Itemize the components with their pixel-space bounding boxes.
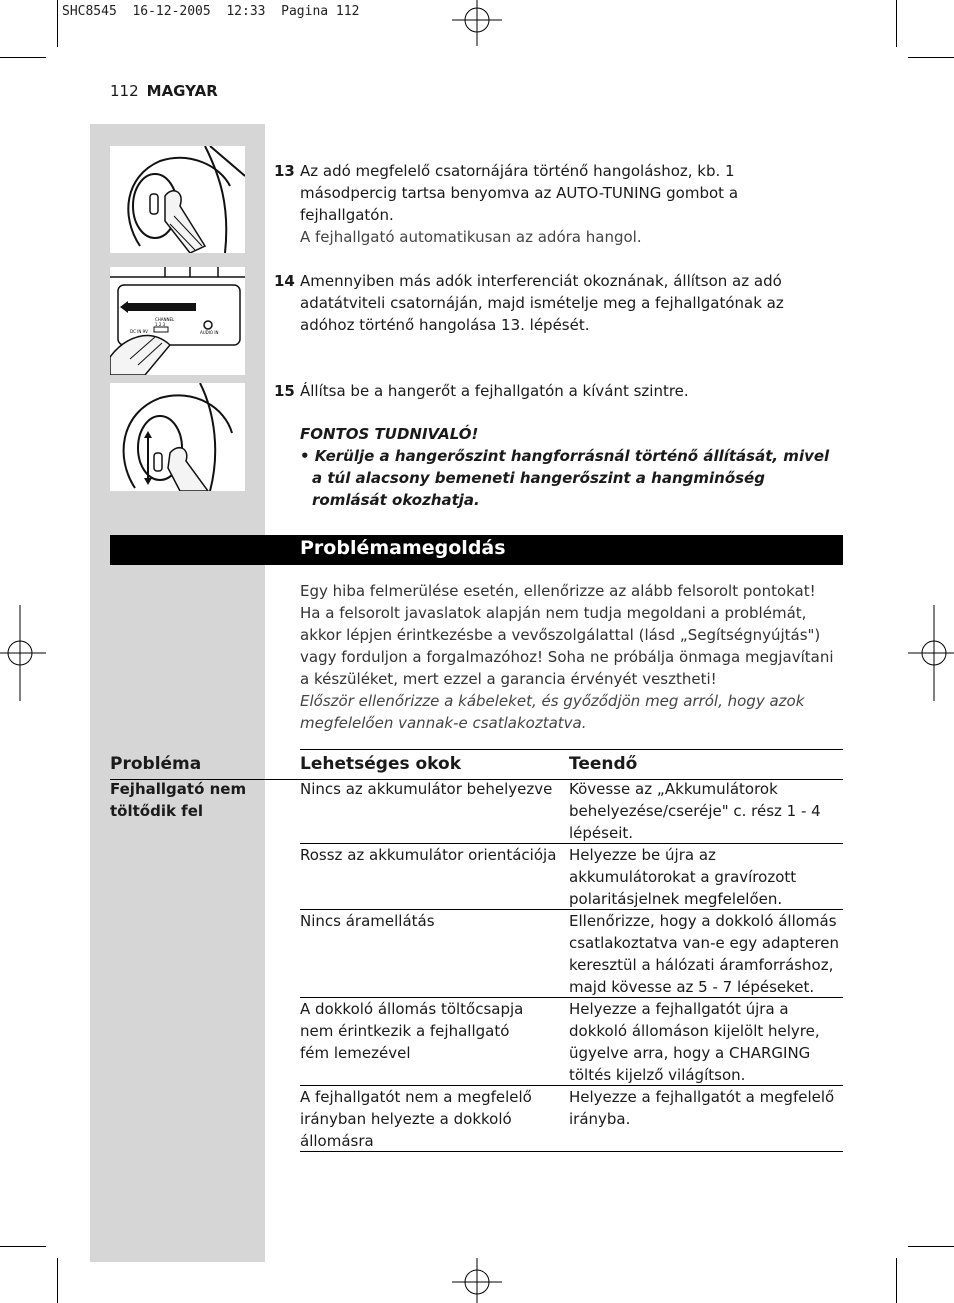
table-row-cause: Nincs áramellátás	[300, 912, 435, 930]
svg-text:DC IN 9V: DC IN 9V	[130, 329, 148, 334]
step-number: 13	[274, 162, 295, 180]
problem-label: Fejhallgató nem töltődik fel	[110, 780, 247, 820]
step-number: 14	[274, 272, 295, 290]
step-text: Amennyiben más adók interferenciát okoznának, állítson az adó adatátviteli csatornáján, majd ismételje meg a fejhallgatónak az adóhoz történő hangolása 13. lépését.	[300, 272, 784, 334]
svg-text:AUDIO IN: AUDIO IN	[200, 330, 219, 335]
page-heading	[110, 82, 218, 100]
important-notice	[300, 423, 840, 511]
page-number: 112	[110, 82, 139, 100]
troubleshooting-intro	[300, 580, 840, 734]
step-text: Állítsa be a hangerőt a fejhallgatón a kívánt szintre.	[300, 382, 689, 400]
crop-mark	[896, 1258, 897, 1303]
header-action: Teendő	[569, 754, 638, 774]
print-header: SHC8545 16-12-2005 12:33 Pagina 112	[62, 4, 360, 19]
table-top-rule	[300, 749, 843, 750]
table-row-action: Helyezze a fejhallgatót újra a dokkoló állomáson kijelölt helyre, ügyelve arra, hogy a CHARGING töltés kijelző világítson.	[569, 1000, 820, 1084]
step-15	[274, 380, 834, 402]
svg-text:1 2 3: 1 2 3	[155, 322, 166, 327]
crop-mark	[896, 0, 897, 47]
transmitter-channel-switch-illustration	[110, 267, 245, 375]
table-row-cause: Nincs az akkumulátor behelyezve	[300, 780, 553, 798]
intro-text: Egy hiba felmerülése esetén, ellenőrizze az alább felsorolt pontokat! Ha a felsorolt javaslatok alapján nem tudja megoldani a problémát, akkor lépjen érintkezésbe a vevőszolgálattal (lásd „Segítségnyújtás") vagy forduljon a forgalmazóhoz! Soha ne próbálja önmaga megjavítani a készüléket, mert ezzel a garancia érvényét vesztheti!	[300, 582, 834, 688]
section-header-bar	[110, 535, 843, 565]
crop-mark	[908, 1246, 954, 1247]
header-problem: Probléma	[110, 754, 202, 774]
table-row-action: Kövesse az „Akkumulátorok behelyezése/cseréje" c. rész 1 - 4 lépéseit.	[569, 780, 821, 842]
intro-italic-note: Először ellenőrizze a kábeleket, és győződjön meg arról, hogy azok megfelelően vannak-e csatlakoztatva.	[300, 692, 805, 732]
step-number: 15	[274, 382, 295, 400]
crop-mark	[57, 0, 58, 47]
table-row-cause: A dokkoló állomás töltőcsapja nem érintkezik a fejhallgató fém lemezével	[300, 1000, 524, 1062]
header-cause: Lehetséges okok	[300, 754, 462, 774]
table-row-action: Ellenőrizze, hogy a dokkoló állomás csatlakoztatva van-e egy adapteren keresztül a hálózati áramforráshoz, majd kövesse az 5 - 7 lépéseket.	[569, 912, 839, 996]
step-13	[274, 160, 834, 248]
step-note: A fejhallgató automatikusan az adóra hangol.	[300, 228, 642, 246]
table-row-action: Helyezze be újra az akkumulátorokat a gravírozott polaritásjelnek megfelelően.	[569, 846, 797, 908]
registration-mark-icon	[0, 605, 46, 701]
registration-mark-icon	[452, 0, 502, 46]
table-row-cause: A fejhallgatót nem a megfelelő irányban helyezte a dokkoló állomásra	[300, 1088, 532, 1150]
table-row-action: Helyezze a fejhallgatót a megfelelő irányba.	[569, 1088, 835, 1128]
notice-title: FONTOS TUDNIVALÓ!	[300, 425, 479, 443]
registration-mark-icon	[452, 1258, 502, 1303]
crop-mark	[0, 57, 46, 58]
crop-mark	[57, 1258, 58, 1303]
headphone-volume-illustration	[110, 383, 245, 491]
step-14	[274, 270, 834, 336]
table-row-cause: Rossz az akkumulátor orientációja	[300, 846, 557, 864]
section-title: Problémamegoldás	[300, 537, 506, 559]
registration-mark-icon	[908, 605, 954, 701]
page-language: MAGYAR	[146, 82, 218, 100]
headphone-auto-tuning-illustration	[110, 146, 245, 253]
svg-text:CHANNEL: CHANNEL	[155, 317, 175, 322]
crop-mark	[908, 57, 954, 58]
step-text: Az adó megfelelő csatornájára történő hangoláshoz, kb. 1 másodpercig tartsa benyomva az AUTO-TUNING gombot a fejhallgatón.	[300, 162, 739, 224]
crop-mark	[0, 1246, 46, 1247]
table-bottom-rule	[300, 1151, 843, 1152]
notice-bullet: • Kerülje a hangerőszint hangforrásnál történő állítását, mivel a túl alacsony bemeneti hangerőszint a hangminőség romlását okozhatja.	[300, 447, 830, 509]
